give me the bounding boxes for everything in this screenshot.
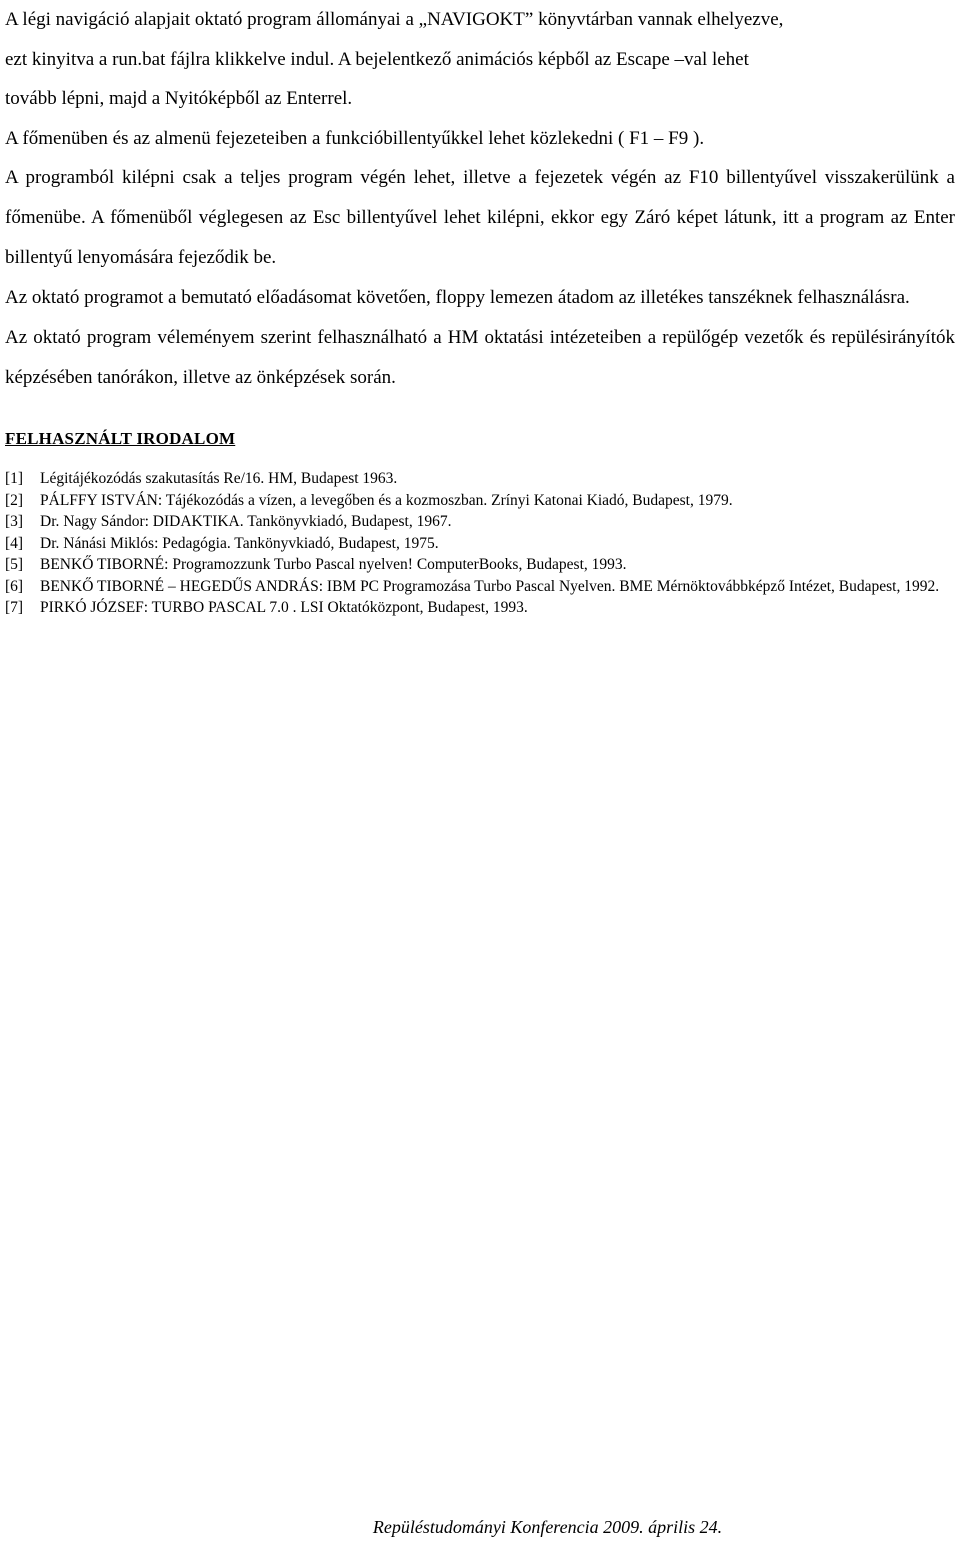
page-footer bbox=[0, 1516, 960, 1538]
paragraph-handover: Az oktató programot a bemutató előadásomat követően, floppy lemezen átadom az illetékes tanszéknek felhasználásra. bbox=[5, 287, 910, 308]
reference-number: [2] bbox=[5, 491, 24, 509]
reference-item bbox=[5, 597, 955, 619]
reference-number: [3] bbox=[5, 513, 24, 530]
reference-item bbox=[5, 554, 955, 576]
paragraph-usage-opinion: Az oktató program véleményem szerint felhasználható a HM oktatási intézeteiben a repülőgép vezetők és repülésirányítók képzésében tanórákon, illetve az önképzések során. bbox=[5, 327, 955, 388]
reference-item bbox=[5, 511, 955, 533]
paragraph-exit-instructions: A programból kilépni csak a teljes program végén lehet, illetve a fejezetek végén az F10 billentyűvel visszakerülünk a főmenübe. A főmenüből véglegesen az Esc billentyűvel lehet kilépni, ekkor egy Záró képet látunk, itt a program az Enter billentyű lenyomására fejeződik be. bbox=[5, 167, 955, 268]
intro-line: ezt kinyitva a run.bat fájlra klikkelve indul. A bejelentkező animációs képből az Escape –val lehet bbox=[5, 48, 749, 70]
intro-line: A főmenüben és az almenü fejezeteiben a funkcióbillentyűkkel lehet közlekedni ( F1 – F9 ). bbox=[5, 127, 705, 149]
reference-item bbox=[5, 533, 955, 555]
intro-block bbox=[5, 0, 955, 158]
reference-item bbox=[5, 490, 955, 512]
reference-text: PIRKÓ JÓZSEF: TURBO PASCAL 7.0 . LSI Oktatóközpont, Budapest, 1993. bbox=[40, 599, 528, 616]
reference-text: Légitájékozódás szakutasítás Re/16. HM, Budapest 1963. bbox=[40, 470, 398, 487]
reference-text: PÁLFFY ISTVÁN: Tájékozódás a vízen, a levegőben és a kozmoszban. Zrínyi Katonai Kiadó, Budapest, 1979. bbox=[40, 491, 733, 509]
reference-number: [4] bbox=[5, 534, 24, 552]
reference-number: [7] bbox=[5, 599, 24, 616]
reference-text: Dr. Nagy Sándor: DIDAKTIKA. Tankönyvkiadó, Budapest, 1967. bbox=[40, 513, 452, 530]
references-heading: FELHASZNÁLT IRODALOM bbox=[5, 429, 236, 448]
intro-line: tovább lépni, majd a Nyitóképből az Enterrel. bbox=[5, 88, 353, 109]
reference-number: [6] bbox=[5, 577, 24, 595]
reference-number: [5] bbox=[5, 556, 24, 573]
reference-item bbox=[5, 576, 955, 598]
reference-item bbox=[5, 468, 955, 490]
intro-line: A légi navigáció alapjait oktató program állományai a „NAVIGOKT” könyvtárban vannak elhelyezve, bbox=[5, 9, 784, 30]
document-page bbox=[5, 0, 955, 619]
reference-number: [1] bbox=[5, 470, 24, 487]
references-list bbox=[5, 468, 955, 619]
reference-text: BENKŐ TIBORNÉ: Programozzunk Turbo Pascal nyelven! ComputerBooks, Budapest, 1993. bbox=[40, 556, 627, 573]
reference-text: BENKŐ TIBORNÉ – HEGEDŰS ANDRÁS: IBM PC Programozása Turbo Pascal Nyelven. BME Mérnöktovábbképző Intézet, Budapest, 1992. bbox=[40, 577, 940, 595]
reference-text: Dr. Nánási Miklós: Pedagógia. Tankönyvkiadó, Budapest, 1975. bbox=[40, 534, 439, 552]
footer-text: Repüléstudományi Konferencia 2009. április 24. bbox=[372, 1517, 723, 1537]
